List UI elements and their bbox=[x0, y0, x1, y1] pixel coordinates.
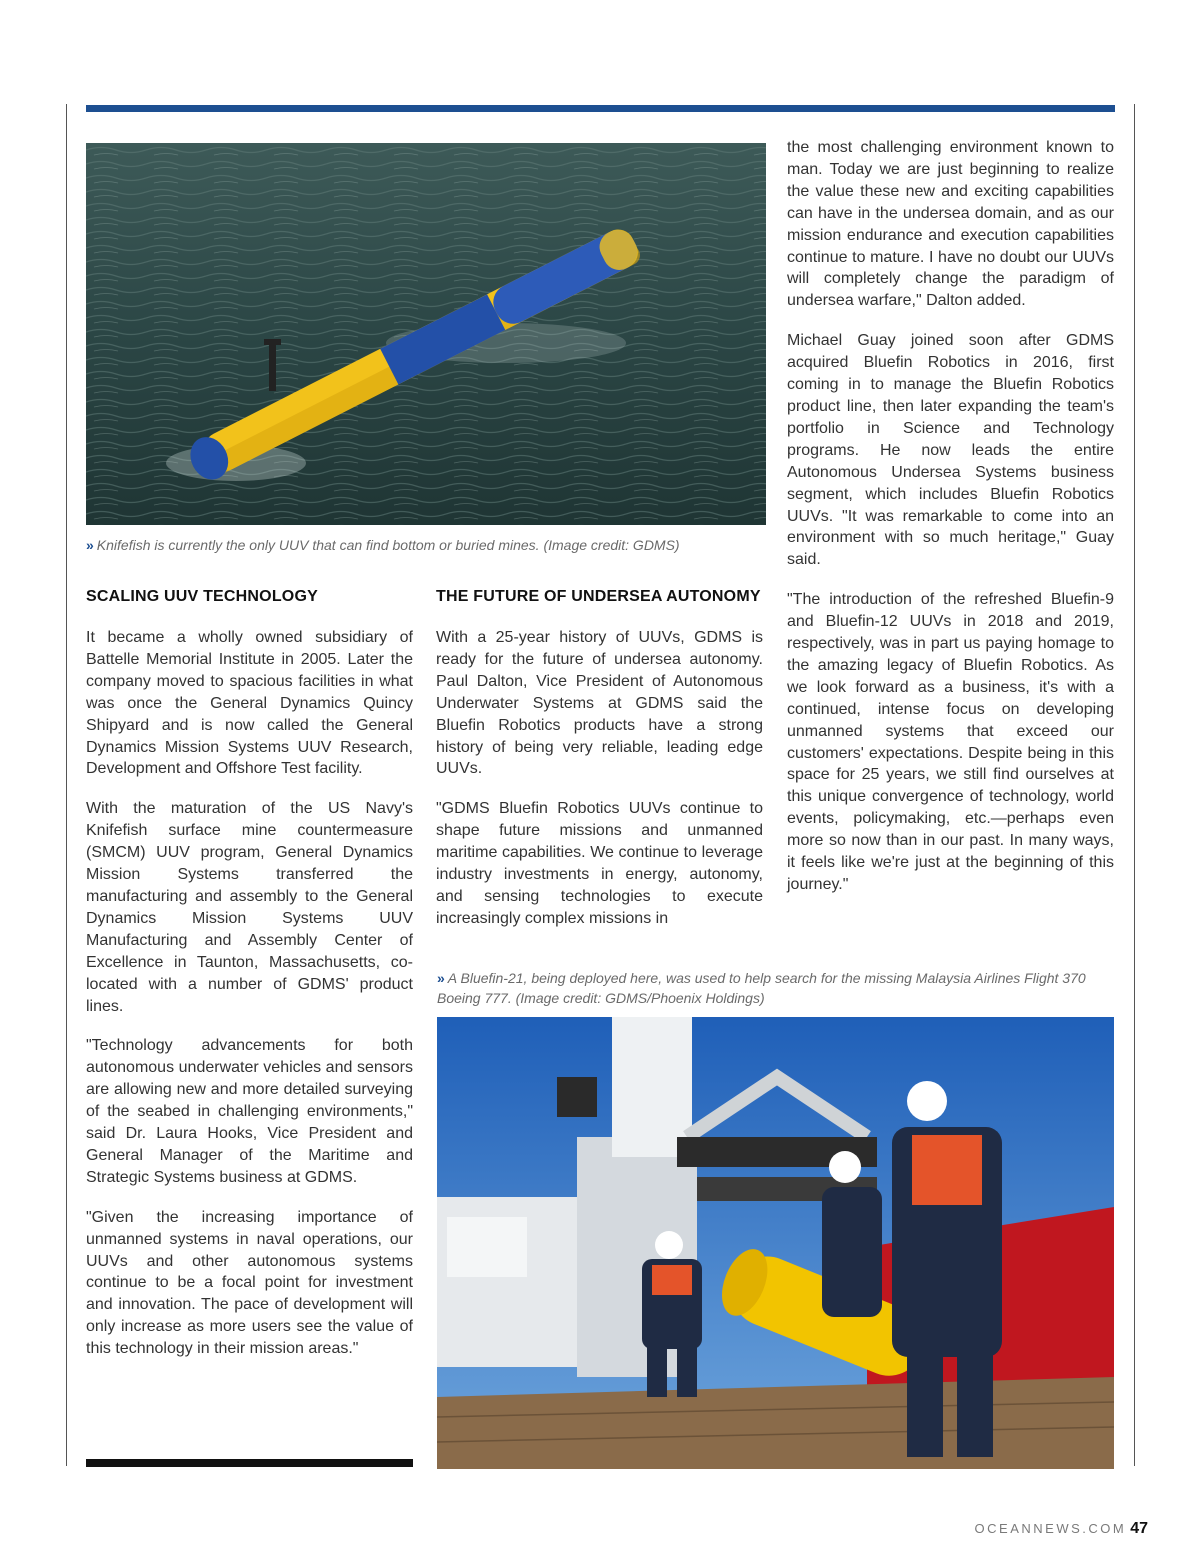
caption-marker-icon: » bbox=[437, 970, 445, 986]
section-heading-future: THE FUTURE OF UNDERSEA AUTONOMY bbox=[436, 588, 761, 605]
section-heading-scaling: SCALING UUV TECHNOLOGY bbox=[86, 588, 318, 605]
paragraph: "Technology advancements for both autonomous underwater vehicles and sensors are allowing new and more detailed surveying of the seabed in challenging environments," said Dr. Laura Hooks, Vice President and General Manager of the Maritime and Strategic Systems business at GDMS. bbox=[86, 1037, 413, 1186]
bluefin-caption bbox=[437, 968, 1117, 1008]
knifefish-caption bbox=[86, 535, 786, 555]
top-accent-bar bbox=[86, 105, 1115, 112]
page-number: 47 bbox=[1130, 1520, 1148, 1537]
right-column bbox=[787, 137, 1114, 914]
bottom-accent-bar bbox=[86, 1459, 413, 1467]
paragraph: "The introduction of the refreshed Bluefin-9 and Bluefin-12 UUVs in 2018 and 2019, respectively, was in part us paying homage to the amazing legacy of Bluefin Robotics. As we look forward as a business, it's with a continued, intense focus on developing unmanned systems that exceed our customers' expectations. Despite being in this space for 25 years, we still find ourselves at this unique convergence of technology, world events, policymaking, etc.—perhaps even more so now than in our past. In many ways, it feels like we're just at the beginning of this journey." bbox=[787, 591, 1114, 893]
paragraph: "GDMS Bluefin Robotics UUVs continue to shape future missions and unmanned maritime capabilities. We continue to leverage industry investments in energy, autonomy, and sensing technologies to execute increasingly complex missions in bbox=[436, 800, 763, 927]
paragraph: It became a wholly owned subsidiary of Battelle Memorial Institute in 2005. Later the company moved to spacious facilities in what was once the General Dynamics Quincy Shipyard and is now called the General Dynamics Mission Systems UUV Research, Development and Offshore Test facility. bbox=[86, 629, 413, 778]
left-margin-rule bbox=[66, 104, 67, 1466]
paragraph: Michael Guay joined soon after GDMS acquired Bluefin Robotics in 2016, first coming in to manage the Bluefin Robotics product line, then later expanding the team's portfolio in Science and Technology programs. He now leads the entire Autonomous Undersea Systems business segment, which includes Bluefin Robotics UUVs. "It was remarkable to come into an environment with so much heritage," Guay said. bbox=[787, 332, 1114, 569]
page-footer bbox=[975, 1520, 1148, 1538]
caption-text: A Bluefin-21, being deployed here, was used to help search for the missing Malaysia Airlines Flight 370 Boeing 777. (Image credit: GDMS/Phoenix Holdings) bbox=[437, 970, 1086, 1006]
paragraph: With a 25-year history of UUVs, GDMS is ready for the future of undersea autonomy. Paul Dalton, Vice President of Autonomous Underwater Systems at GDMS said the Bluefin Robotics products have a strong history of being very reliable, leading edge UUVs. bbox=[436, 629, 763, 778]
knifefish-photo bbox=[86, 143, 766, 525]
paragraph: "Given the increasing importance of unmanned systems in naval operations, our UUVs and other autonomous systems continue to be a focal point for investment and innovation. The pace of development will only increase as more users see the value of this technology in their mission areas." bbox=[86, 1208, 413, 1358]
right-margin-rule bbox=[1134, 104, 1135, 1466]
caption-text: Knifefish is currently the only UUV that can find bottom or buried mines. (Image credit: GDMS) bbox=[96, 537, 680, 553]
paragraph: the most challenging environment known to man. Today we are just beginning to realize the value these new and exciting capabilities can have in the undersea domain, and as our mission endurance and execution capabilities continue to mature. I have no doubt our UUVs will completely change the paradigm of undersea warfare," Dalton added. bbox=[787, 139, 1114, 310]
site-name: OCEANNEWS.COM bbox=[974, 1521, 1127, 1536]
left-column bbox=[86, 627, 413, 1378]
bluefin-deployment-photo bbox=[437, 1017, 1114, 1469]
caption-marker-icon: » bbox=[86, 537, 94, 553]
middle-column bbox=[436, 627, 763, 948]
paragraph: With the maturation of the US Navy's Knifefish surface mine countermeasure (SMCM) UUV program, General Dynamics Mission Systems transferred the manufacturing and assembly to the General Dynamics Mission Systems UUV Manufacturing and Assembly Center of Excellence in Taunton, Massachusetts, co-located with a number of GDMS' product lines. bbox=[86, 800, 413, 1015]
